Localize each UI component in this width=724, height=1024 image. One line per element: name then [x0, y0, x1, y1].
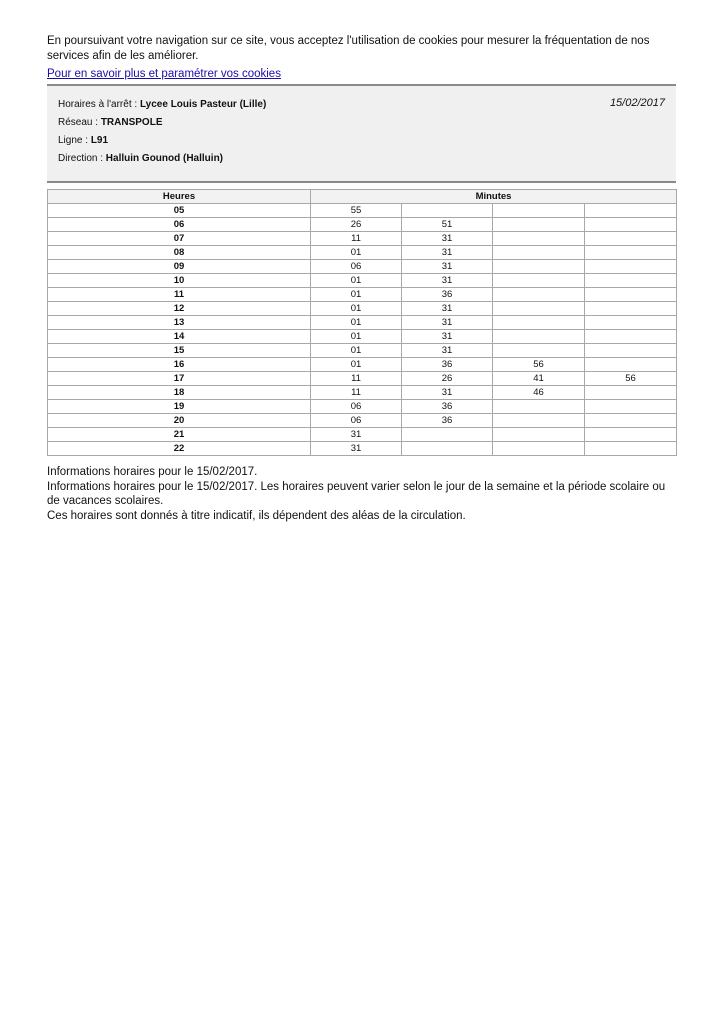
minute-cell — [493, 218, 585, 232]
table-row — [48, 428, 677, 442]
minute-cell — [493, 316, 585, 330]
minute-cell: 31 — [311, 428, 402, 442]
minute-cell — [585, 386, 677, 400]
minute-cell: 51 — [402, 218, 493, 232]
minute-cell — [493, 204, 585, 218]
hour-cell: 19 — [48, 400, 311, 414]
minute-cell: 41 — [493, 372, 585, 386]
minute-cell — [493, 260, 585, 274]
cookie-notice-text: En poursuivant votre navigation sur ce site, vous acceptez l'utilisation de cookies pour mesurer la fréquentation de nos services afin de les améliorer. — [47, 35, 650, 62]
minute-cell: 31 — [402, 260, 493, 274]
network-label: Réseau : — [58, 117, 101, 128]
note-line: Informations horaires pour le 15/02/2017. — [47, 466, 258, 478]
route-line — [58, 135, 108, 146]
table-row — [48, 288, 677, 302]
table-row — [48, 232, 677, 246]
minute-cell — [585, 330, 677, 344]
minute-cell — [493, 288, 585, 302]
minute-cell: 11 — [311, 386, 402, 400]
direction-line — [58, 153, 223, 164]
minute-cell: 56 — [585, 372, 677, 386]
table-row — [48, 274, 677, 288]
minute-cell — [585, 260, 677, 274]
minute-cell — [493, 330, 585, 344]
cookie-settings-link[interactable]: Pour en savoir plus et paramétrer vos cookies — [47, 68, 281, 80]
table-row — [48, 260, 677, 274]
minute-cell: 36 — [402, 288, 493, 302]
note-line: Ces horaires sont donnés à titre indicatif, ils dépendent des aléas de la circulation. — [47, 509, 466, 522]
minute-cell: 01 — [311, 330, 402, 344]
hour-cell: 07 — [48, 232, 311, 246]
note-line: Informations horaires pour le 15/02/2017. Les horaires peuvent varier selon le jour de la semaine et la période scolaire ou de vacances scolaires. — [47, 480, 666, 507]
minute-cell: 06 — [311, 400, 402, 414]
minute-cell: 31 — [402, 316, 493, 330]
direction-label: Direction : — [58, 153, 106, 164]
hour-cell: 12 — [48, 302, 311, 316]
minute-cell — [585, 428, 677, 442]
minute-cell — [585, 218, 677, 232]
minute-cell: 31 — [402, 246, 493, 260]
minute-cell — [585, 302, 677, 316]
table-row — [48, 204, 677, 218]
network-value: TRANSPOLE — [100, 117, 163, 128]
minute-cell — [585, 316, 677, 330]
hour-cell: 15 — [48, 344, 311, 358]
minute-cell: 01 — [311, 316, 402, 330]
minute-cell — [493, 442, 585, 456]
hour-cell: 05 — [48, 204, 311, 218]
hour-cell: 22 — [48, 442, 311, 456]
schedule-table — [47, 189, 677, 456]
minute-cell: 11 — [311, 232, 402, 246]
table-row — [48, 246, 677, 260]
table-row — [48, 372, 677, 386]
table-row — [48, 386, 677, 400]
minute-cell: 31 — [402, 344, 493, 358]
minute-cell: 31 — [402, 274, 493, 288]
hour-cell: 16 — [48, 358, 311, 372]
stop-label: Horaires à l'arrêt : — [58, 99, 140, 110]
minute-cell — [402, 442, 493, 456]
minute-cell — [402, 428, 493, 442]
minute-cell — [493, 302, 585, 316]
minute-cell — [585, 344, 677, 358]
minute-cell: 06 — [311, 260, 402, 274]
hour-cell: 13 — [48, 316, 311, 330]
minute-cell: 06 — [311, 414, 402, 428]
minute-cell — [585, 442, 677, 456]
stop-line — [58, 99, 266, 110]
minute-cell — [585, 400, 677, 414]
minute-cell: 26 — [311, 218, 402, 232]
hours-header: Heures — [48, 190, 311, 204]
minute-cell: 31 — [402, 302, 493, 316]
minute-cell: 01 — [311, 274, 402, 288]
page — [47, 34, 676, 523]
minute-cell — [585, 414, 677, 428]
hour-cell: 17 — [48, 372, 311, 386]
table-row — [48, 344, 677, 358]
minute-cell: 01 — [311, 358, 402, 372]
minute-cell: 36 — [402, 414, 493, 428]
minute-cell — [585, 274, 677, 288]
hour-cell: 06 — [48, 218, 311, 232]
hour-cell: 14 — [48, 330, 311, 344]
hour-cell: 18 — [48, 386, 311, 400]
schedule-header-row — [48, 190, 677, 204]
table-row — [48, 316, 677, 330]
schedule-body — [48, 204, 677, 456]
minute-cell: 01 — [311, 344, 402, 358]
schedule-date: 15/02/2017 — [609, 97, 665, 109]
minute-cell — [493, 232, 585, 246]
minute-cell: 36 — [402, 358, 493, 372]
hour-cell: 08 — [48, 246, 311, 260]
minute-cell: 31 — [402, 330, 493, 344]
table-row — [48, 414, 677, 428]
minute-cell: 26 — [402, 372, 493, 386]
network-line — [58, 117, 162, 128]
stop-value: Lycee Louis Pasteur (Lille) — [139, 99, 267, 110]
minutes-header: Minutes — [311, 190, 677, 204]
stop-info-panel — [47, 84, 676, 183]
minute-cell — [585, 246, 677, 260]
minute-cell: 01 — [311, 246, 402, 260]
minute-cell: 46 — [493, 386, 585, 400]
minute-cell: 31 — [311, 442, 402, 456]
hour-cell: 10 — [48, 274, 311, 288]
minute-cell: 01 — [311, 288, 402, 302]
table-row — [48, 442, 677, 456]
minute-cell: 31 — [402, 232, 493, 246]
minute-cell — [493, 344, 585, 358]
minute-cell — [585, 204, 677, 218]
minute-cell — [585, 232, 677, 246]
table-row — [48, 218, 677, 232]
minute-cell — [402, 204, 493, 218]
direction-value: Halluin Gounod (Halluin) — [105, 153, 224, 164]
minute-cell: 01 — [311, 302, 402, 316]
route-value: L91 — [90, 135, 109, 146]
hour-cell: 11 — [48, 288, 311, 302]
table-row — [48, 330, 677, 344]
hour-cell: 21 — [48, 428, 311, 442]
schedule-notes — [47, 465, 676, 523]
minute-cell — [493, 414, 585, 428]
table-row — [48, 400, 677, 414]
hour-cell: 09 — [48, 260, 311, 274]
minute-cell — [493, 428, 585, 442]
minute-cell — [585, 358, 677, 372]
minute-cell: 31 — [402, 386, 493, 400]
table-row — [48, 302, 677, 316]
minute-cell — [585, 288, 677, 302]
minute-cell — [493, 274, 585, 288]
minute-cell — [493, 246, 585, 260]
route-label: Ligne : — [58, 135, 91, 146]
minute-cell: 36 — [402, 400, 493, 414]
minute-cell: 56 — [493, 358, 585, 372]
minute-cell: 55 — [311, 204, 402, 218]
hour-cell: 20 — [48, 414, 311, 428]
minute-cell: 11 — [311, 372, 402, 386]
table-row — [48, 358, 677, 372]
minute-cell — [493, 400, 585, 414]
